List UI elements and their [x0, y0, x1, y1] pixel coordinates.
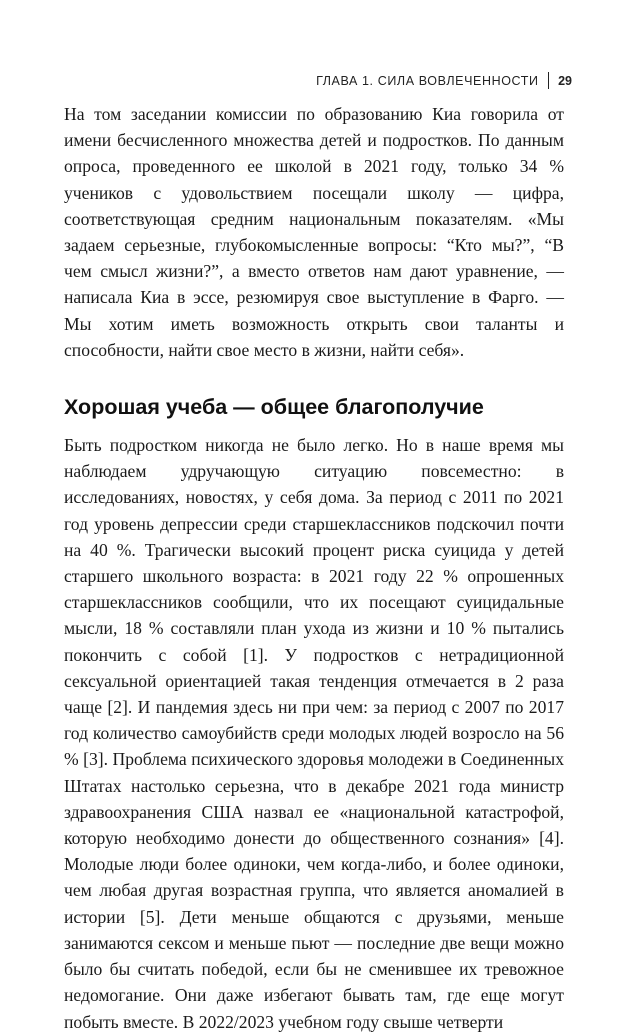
page-number: 29 — [558, 73, 572, 88]
running-head — [316, 72, 572, 89]
section-heading: Хорошая учеба — общее благополучие — [64, 395, 484, 420]
paragraph-main: Быть подростком никогда не было легко. Но в наше время мы наблюдаем удручающую ситуацию повсеместно: в исследованиях, новостях, у себя дома. За период с 2011 по 2021 год уровень депрессии среди старшеклассников подскочил почти на 40 %. Трагически высокий процент риска суицида у детей старшего школьного возраста: в 2021 году 22 % опрошенных старшеклассников сообщили, что их посещают суицидальные мысли, 18 % составляли план ухода из жизни и 10 % пытались покончить с собой [1]. У подростков с нетрадиционной сексуальной ориентацией такая тенденция отмечается в 2 раза чаще [2]. И пандемия здесь ни при чем: за период с 2007 по 2017 год количество самоубийств среди молодых людей возросло на 56 % [3]. Проблема психического здоровья молодежи в Соединенных Штатах настолько серьезна, что в декабре 2021 года министр здравоохранения США назвал ее «национальной катастрофой, которую необходимо донести до общественного сознания» [4]. Молодые люди более одиноки, чем когда-либо, и более одиноки, чем любая другая возрастная группа, что является аномалией в истории [5]. Дети меньше общаются с друзьями, меньше занимаются сексом и меньше пьют — последние две вещи можно было бы считать победой, если бы не сменившее их тревожное недомогание. Они даже избегают бывать там, где еще могут побыть вместе. В 2022/2023 учебном году свыше четверти — [64, 435, 564, 1032]
paragraph-intro: На том заседании комиссии по образованию Киа говорила от имени бесчисленного множества детей и подростков. По данным опроса, проведенного ее школой в 2021 году, только 34 % учеников с удовольствием посещали школу — цифра, соответствующая средним национальным показателям. «Мы задаем серьезные, глубокомысленные вопросы: “Кто мы?”, “В чем смысл жизни?”, а вместо ответов нам дают уравнение, — написала Киа в эссе, резюмируя свое выступление в Фарго. — Мы хотим иметь возможность открыть свои таланты и способности, найти свое место в жизни, найти себя». — [64, 104, 564, 360]
page-body — [64, 101, 564, 1035]
header-divider — [548, 72, 550, 89]
chapter-title: ГЛАВА 1. СИЛА ВОВЛЕЧЕННОСТИ — [316, 73, 539, 88]
